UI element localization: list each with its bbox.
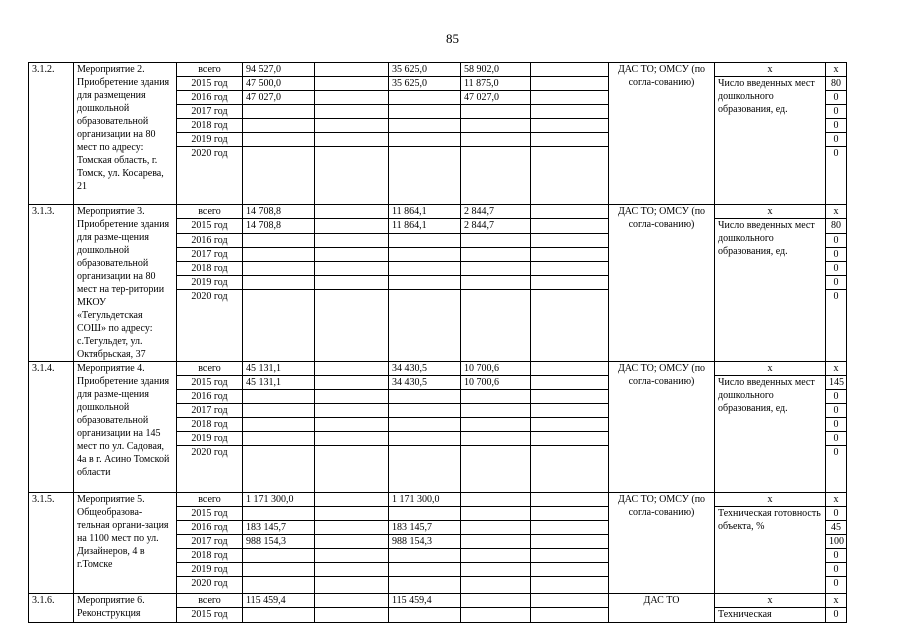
- source-b-cell: [315, 577, 389, 594]
- total-cell: 45 131,1: [243, 362, 315, 376]
- year-label: 2017 год: [177, 248, 243, 262]
- source-b-cell: [315, 376, 389, 390]
- year-label: 2016 год: [177, 91, 243, 105]
- source-b-cell: [315, 147, 389, 205]
- source-d-cell: 47 027,0: [461, 91, 531, 105]
- source-e-cell: [531, 535, 609, 549]
- source-e-cell: [531, 133, 609, 147]
- total-cell: [243, 404, 315, 418]
- source-c-cell: [389, 105, 461, 119]
- indicator-value: 0: [826, 418, 847, 432]
- year-label: 2015 год: [177, 77, 243, 91]
- source-e-cell: [531, 390, 609, 404]
- indicator-value: 0: [826, 234, 847, 248]
- indicator-value: х: [826, 594, 847, 608]
- indicator-value: 0: [826, 577, 847, 594]
- executor-cell: ДАС ТО; ОМСУ (по согла-сованию): [609, 493, 715, 594]
- page-number: 85: [446, 31, 459, 46]
- source-e-cell: [531, 404, 609, 418]
- source-d-cell: 10 700,6: [461, 362, 531, 376]
- indicator-value: 0: [826, 290, 847, 362]
- indicator-value: 100: [826, 535, 847, 549]
- source-c-cell: [389, 608, 461, 623]
- source-b-cell: [315, 219, 389, 234]
- source-d-cell: [461, 493, 531, 507]
- indicator-value: 45: [826, 521, 847, 535]
- measure-name: Мероприятие 4. Приобретение здания для разме-щения дошкольной образовательной организации на 145 мест по ул. Садовая, 4а в г. Асино Томской области: [74, 362, 177, 493]
- source-d-cell: [461, 549, 531, 563]
- year-label: всего: [177, 493, 243, 507]
- source-d-cell: 10 700,6: [461, 376, 531, 390]
- executor-cell: ДАС ТО; ОМСУ (по согла-сованию): [609, 362, 715, 493]
- executor-cell: ДАС ТО; ОМСУ (по согла-сованию): [609, 205, 715, 362]
- year-label: 2016 год: [177, 390, 243, 404]
- source-b-cell: [315, 390, 389, 404]
- table-row: [29, 362, 847, 376]
- indicator-x: х: [715, 493, 826, 507]
- source-b-cell: [315, 290, 389, 362]
- indicator-value: 0: [826, 549, 847, 563]
- source-b-cell: [315, 91, 389, 105]
- source-e-cell: [531, 594, 609, 608]
- source-c-cell: 183 145,7: [389, 521, 461, 535]
- table-row: [29, 205, 847, 219]
- source-e-cell: [531, 147, 609, 205]
- source-b-cell: [315, 262, 389, 276]
- source-c-cell: [389, 119, 461, 133]
- source-d-cell: 58 902,0: [461, 63, 531, 77]
- total-cell: [243, 608, 315, 623]
- source-d-cell: [461, 290, 531, 362]
- year-label: 2015 год: [177, 219, 243, 234]
- source-e-cell: [531, 376, 609, 390]
- source-c-cell: [389, 91, 461, 105]
- year-label: 2020 год: [177, 577, 243, 594]
- source-b-cell: [315, 276, 389, 290]
- total-cell: [243, 390, 315, 404]
- source-e-cell: [531, 432, 609, 446]
- source-c-cell: [389, 446, 461, 493]
- year-label: 2015 год: [177, 376, 243, 390]
- source-d-cell: [461, 521, 531, 535]
- indicator-name: Техническая: [715, 608, 826, 623]
- source-b-cell: [315, 119, 389, 133]
- source-c-cell: [389, 390, 461, 404]
- total-cell: [243, 549, 315, 563]
- source-c-cell: [389, 147, 461, 205]
- total-cell: [243, 248, 315, 262]
- source-d-cell: [461, 432, 531, 446]
- source-e-cell: [531, 91, 609, 105]
- year-label: 2020 год: [177, 290, 243, 362]
- year-label: 2015 год: [177, 608, 243, 623]
- indicator-value: 0: [826, 91, 847, 105]
- total-cell: 14 708,8: [243, 219, 315, 234]
- year-label: 2019 год: [177, 432, 243, 446]
- source-d-cell: [461, 535, 531, 549]
- source-d-cell: [461, 507, 531, 521]
- measure-name: Мероприятие 2. Приобретение здания для размещения дошкольной образовательной организации на 80 мест по адресу: Томская область, г. Томск, ул. Косарева, 21: [74, 63, 177, 205]
- source-e-cell: [531, 219, 609, 234]
- measure-name: Мероприятие 3. Приобретение здания для разме-щения дошкольной образовательной организации на 80 мест на тер-ритории МКОУ «Тегульдетская СОШ» по адресу: с.Тегульдет, ул. Октябрьская, 37: [74, 205, 177, 362]
- year-label: 2020 год: [177, 446, 243, 493]
- source-e-cell: [531, 77, 609, 91]
- indicator-value: 0: [826, 563, 847, 577]
- source-c-cell: [389, 418, 461, 432]
- total-cell: [243, 507, 315, 521]
- year-label: 2015 год: [177, 507, 243, 521]
- source-e-cell: [531, 521, 609, 535]
- source-c-cell: [389, 404, 461, 418]
- total-cell: [243, 446, 315, 493]
- source-c-cell: 11 864,1: [389, 219, 461, 234]
- year-label: всего: [177, 63, 243, 77]
- year-label: 2018 год: [177, 418, 243, 432]
- source-d-cell: [461, 446, 531, 493]
- year-label: 2019 год: [177, 276, 243, 290]
- source-b-cell: [315, 549, 389, 563]
- section-number: 3.1.6.: [29, 594, 74, 623]
- source-e-cell: [531, 105, 609, 119]
- source-c-cell: 988 154,3: [389, 535, 461, 549]
- indicator-value: х: [826, 493, 847, 507]
- source-c-cell: 35 625,0: [389, 63, 461, 77]
- source-c-cell: [389, 577, 461, 594]
- total-cell: [243, 262, 315, 276]
- source-d-cell: 2 844,7: [461, 205, 531, 219]
- year-label: 2019 год: [177, 563, 243, 577]
- source-b-cell: [315, 418, 389, 432]
- total-cell: [243, 105, 315, 119]
- source-b-cell: [315, 493, 389, 507]
- source-e-cell: [531, 362, 609, 376]
- source-b-cell: [315, 446, 389, 493]
- year-label: 2017 год: [177, 105, 243, 119]
- indicator-value: х: [826, 205, 847, 219]
- indicator-value: х: [826, 63, 847, 77]
- source-d-cell: [461, 276, 531, 290]
- source-e-cell: [531, 119, 609, 133]
- source-c-cell: 115 459,4: [389, 594, 461, 608]
- year-label: всего: [177, 205, 243, 219]
- year-label: 2016 год: [177, 521, 243, 535]
- table-row: [29, 63, 847, 77]
- source-d-cell: [461, 418, 531, 432]
- source-d-cell: [461, 404, 531, 418]
- source-e-cell: [531, 418, 609, 432]
- total-cell: [243, 147, 315, 205]
- total-cell: [243, 276, 315, 290]
- indicator-value: 0: [826, 119, 847, 133]
- source-b-cell: [315, 133, 389, 147]
- source-b-cell: [315, 234, 389, 248]
- indicator-x: х: [715, 362, 826, 376]
- indicator-value: 0: [826, 105, 847, 119]
- source-d-cell: 2 844,7: [461, 219, 531, 234]
- source-e-cell: [531, 493, 609, 507]
- indicator-value: 80: [826, 77, 847, 91]
- source-e-cell: [531, 234, 609, 248]
- indicator-name: Число введенных мест дошкольного образования, ед.: [715, 77, 826, 205]
- source-b-cell: [315, 63, 389, 77]
- source-b-cell: [315, 362, 389, 376]
- table-row: [29, 493, 847, 507]
- indicator-value: 80: [826, 219, 847, 234]
- source-c-cell: 11 864,1: [389, 205, 461, 219]
- source-b-cell: [315, 77, 389, 91]
- indicator-value: 0: [826, 507, 847, 521]
- source-d-cell: [461, 608, 531, 623]
- year-label: 2019 год: [177, 133, 243, 147]
- total-cell: 1 171 300,0: [243, 493, 315, 507]
- source-e-cell: [531, 563, 609, 577]
- source-b-cell: [315, 105, 389, 119]
- source-e-cell: [531, 262, 609, 276]
- total-cell: [243, 432, 315, 446]
- source-d-cell: [461, 262, 531, 276]
- section-number: 3.1.3.: [29, 205, 74, 362]
- year-label: 2018 год: [177, 262, 243, 276]
- indicator-value: 0: [826, 608, 847, 623]
- source-b-cell: [315, 563, 389, 577]
- year-label: 2016 год: [177, 234, 243, 248]
- executor-cell: ДАС ТО; ОМСУ (по согла-сованию): [609, 63, 715, 205]
- source-d-cell: [461, 147, 531, 205]
- total-cell: 14 708,8: [243, 205, 315, 219]
- source-c-cell: [389, 133, 461, 147]
- source-c-cell: [389, 563, 461, 577]
- program-table: [28, 62, 847, 623]
- source-e-cell: [531, 608, 609, 623]
- source-d-cell: [461, 594, 531, 608]
- source-e-cell: [531, 205, 609, 219]
- source-c-cell: [389, 262, 461, 276]
- source-d-cell: [461, 563, 531, 577]
- source-c-cell: [389, 248, 461, 262]
- year-label: 2017 год: [177, 404, 243, 418]
- table-row: [29, 594, 847, 608]
- source-c-cell: 1 171 300,0: [389, 493, 461, 507]
- source-e-cell: [531, 549, 609, 563]
- source-c-cell: 34 430,5: [389, 376, 461, 390]
- source-b-cell: [315, 404, 389, 418]
- indicator-value: 0: [826, 276, 847, 290]
- source-c-cell: 35 625,0: [389, 77, 461, 91]
- section-number: 3.1.5.: [29, 493, 74, 594]
- source-e-cell: [531, 577, 609, 594]
- source-d-cell: [461, 390, 531, 404]
- total-cell: [243, 234, 315, 248]
- indicator-value: 0: [826, 390, 847, 404]
- indicator-value: 0: [826, 133, 847, 147]
- source-c-cell: [389, 432, 461, 446]
- total-cell: 94 527,0: [243, 63, 315, 77]
- source-c-cell: [389, 549, 461, 563]
- year-label: 2017 год: [177, 535, 243, 549]
- indicator-value: 0: [826, 432, 847, 446]
- source-d-cell: [461, 119, 531, 133]
- total-cell: 47 500,0: [243, 77, 315, 91]
- indicator-value: 0: [826, 248, 847, 262]
- source-e-cell: [531, 248, 609, 262]
- year-label: 2018 год: [177, 119, 243, 133]
- source-e-cell: [531, 63, 609, 77]
- indicator-x: х: [715, 594, 826, 608]
- source-b-cell: [315, 521, 389, 535]
- executor-cell: ДАС ТО: [609, 594, 715, 623]
- total-cell: [243, 119, 315, 133]
- source-b-cell: [315, 248, 389, 262]
- indicator-name: Число введенных мест дошкольного образования, ед.: [715, 376, 826, 493]
- indicator-x: х: [715, 205, 826, 219]
- indicator-value: 0: [826, 404, 847, 418]
- source-b-cell: [315, 507, 389, 521]
- source-b-cell: [315, 205, 389, 219]
- total-cell: [243, 133, 315, 147]
- total-cell: 988 154,3: [243, 535, 315, 549]
- measure-name: Мероприятие 5. Общеобразова-тельная органи-зация на 1100 мест по ул. Дизайнеров, 4 в г.Томске: [74, 493, 177, 594]
- source-c-cell: [389, 290, 461, 362]
- indicator-x: х: [715, 63, 826, 77]
- total-cell: [243, 418, 315, 432]
- source-d-cell: [461, 133, 531, 147]
- indicator-value: 0: [826, 446, 847, 493]
- total-cell: [243, 290, 315, 362]
- source-d-cell: [461, 248, 531, 262]
- indicator-value: х: [826, 362, 847, 376]
- source-b-cell: [315, 594, 389, 608]
- source-c-cell: [389, 234, 461, 248]
- year-label: всего: [177, 594, 243, 608]
- total-cell: [243, 577, 315, 594]
- total-cell: 115 459,4: [243, 594, 315, 608]
- source-e-cell: [531, 290, 609, 362]
- section-number: 3.1.4.: [29, 362, 74, 493]
- total-cell: 45 131,1: [243, 376, 315, 390]
- source-e-cell: [531, 446, 609, 493]
- source-d-cell: [461, 105, 531, 119]
- section-number: 3.1.2.: [29, 63, 74, 205]
- source-c-cell: [389, 507, 461, 521]
- source-c-cell: [389, 276, 461, 290]
- year-label: 2020 год: [177, 147, 243, 205]
- source-d-cell: [461, 234, 531, 248]
- source-b-cell: [315, 432, 389, 446]
- year-label: всего: [177, 362, 243, 376]
- indicator-value: 0: [826, 262, 847, 276]
- total-cell: 47 027,0: [243, 91, 315, 105]
- source-d-cell: 11 875,0: [461, 77, 531, 91]
- measure-name: Мероприятие 6. Реконструкция: [74, 594, 177, 623]
- indicator-name: Число введенных мест дошкольного образования, ед.: [715, 219, 826, 362]
- source-b-cell: [315, 535, 389, 549]
- source-e-cell: [531, 276, 609, 290]
- total-cell: [243, 563, 315, 577]
- source-b-cell: [315, 608, 389, 623]
- total-cell: 183 145,7: [243, 521, 315, 535]
- source-d-cell: [461, 577, 531, 594]
- indicator-value: 0: [826, 147, 847, 205]
- year-label: 2018 год: [177, 549, 243, 563]
- indicator-value: 145: [826, 376, 847, 390]
- source-e-cell: [531, 507, 609, 521]
- source-c-cell: 34 430,5: [389, 362, 461, 376]
- indicator-name: Техническая готовность объекта, %: [715, 507, 826, 594]
